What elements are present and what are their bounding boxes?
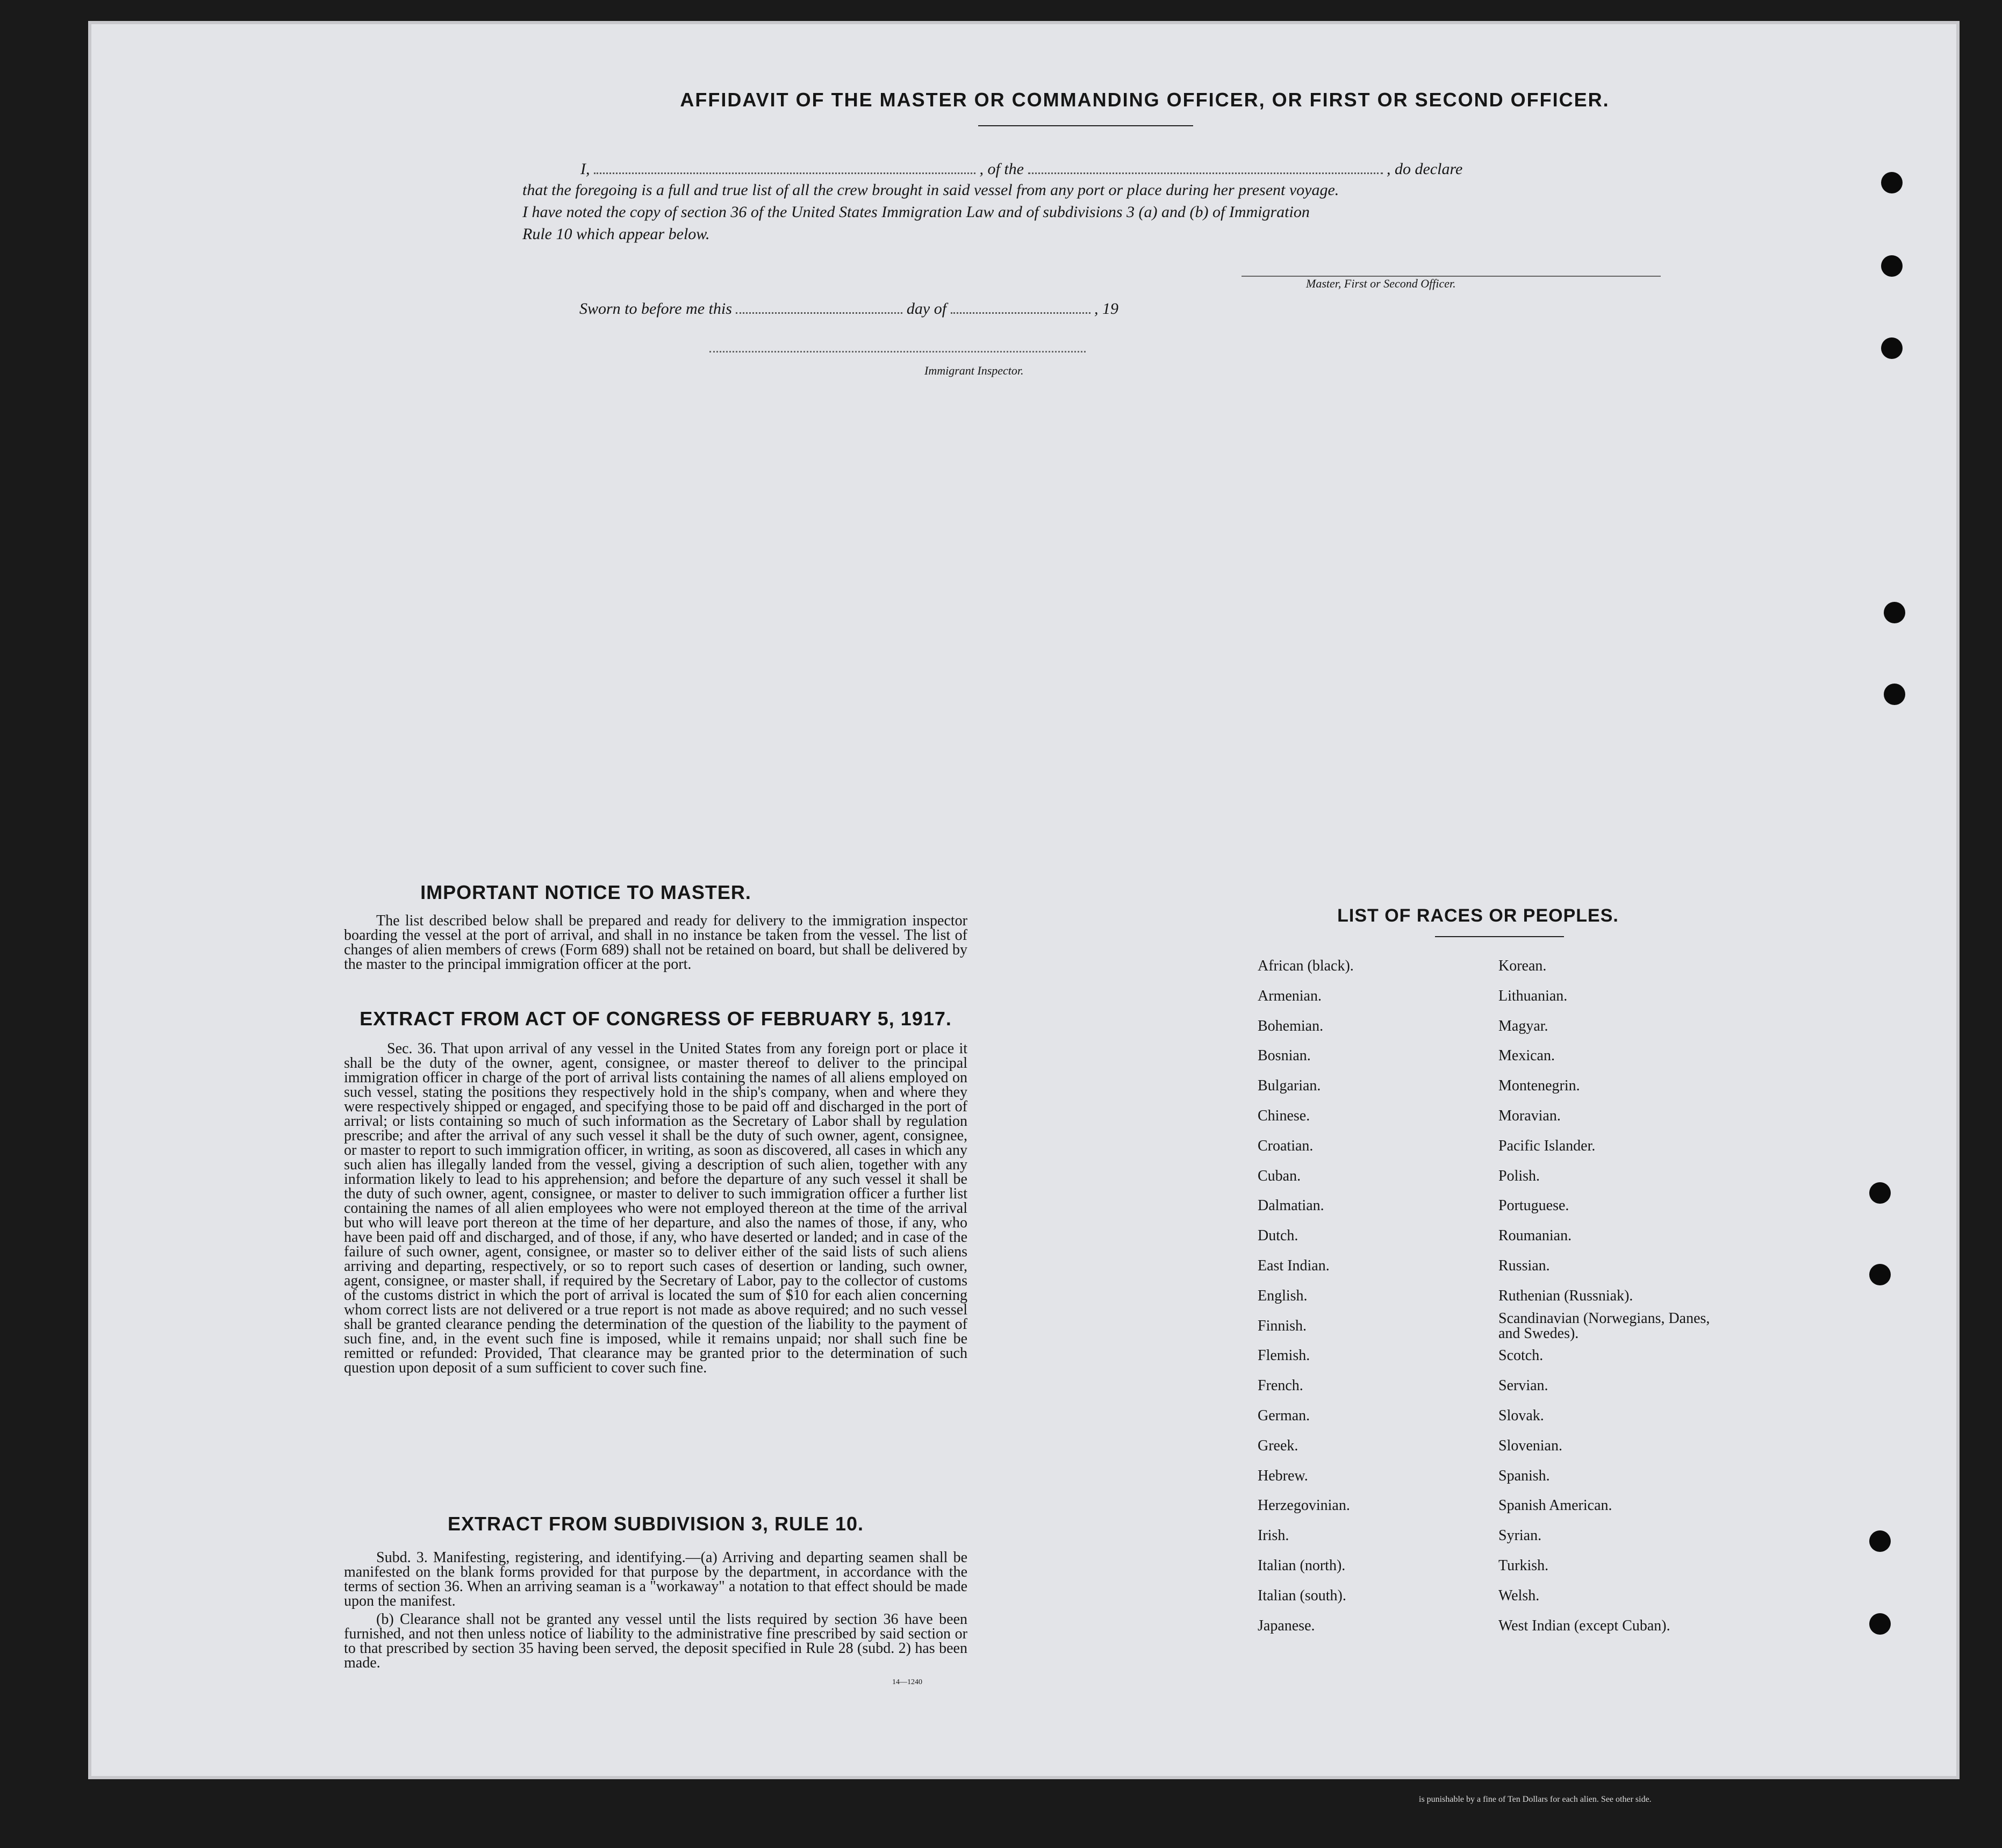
sworn-year: , 19 <box>1094 300 1119 318</box>
race-item: Polish. <box>1498 1167 1540 1184</box>
race-item: Croatian. <box>1258 1137 1314 1154</box>
race-item: Spanish American. <box>1498 1497 1612 1514</box>
inspector-signature-line <box>709 351 1086 353</box>
race-item: Korean. <box>1498 958 1547 974</box>
race-item: Slovenian. <box>1498 1437 1562 1454</box>
title-rule <box>978 125 1193 126</box>
race-item: Scotch. <box>1498 1347 1544 1364</box>
race-item: Servian. <box>1498 1377 1548 1394</box>
document-page <box>91 24 1956 1776</box>
race-item: French. <box>1258 1377 1303 1394</box>
races-column-2 <box>1498 951 1724 1641</box>
race-item: Herzegovinian. <box>1258 1497 1350 1514</box>
races-column-1 <box>1258 951 1483 1641</box>
race-item: Bohemian. <box>1258 1017 1324 1034</box>
race-item: Mexican. <box>1498 1047 1555 1065</box>
race-item: Roumanian. <box>1498 1227 1572 1245</box>
rule-heading: EXTRACT FROM SUBDIVISION 3, RULE 10. <box>447 1513 864 1535</box>
race-item: Greek. <box>1258 1437 1298 1454</box>
race-item: African (black). <box>1258 958 1354 974</box>
race-item: Welsh. <box>1498 1587 1540 1604</box>
races-heading: LIST OF RACES OR PEOPLES. <box>1337 905 1619 926</box>
vessel-blank <box>1028 159 1383 174</box>
notice-heading: IMPORTANT NOTICE TO MASTER. <box>420 881 751 903</box>
races-rule <box>1435 936 1564 937</box>
line1-declare: , do declare <box>1387 160 1463 178</box>
sworn-line <box>579 298 1118 318</box>
race-item: Dalmatian. <box>1258 1197 1324 1214</box>
race-item: Scandinavian (Norwegians, Danes, and Swedes). <box>1498 1310 1710 1342</box>
race-item: Cuban. <box>1258 1167 1301 1184</box>
race-item: English. <box>1258 1287 1308 1304</box>
race-item: Italian (south). <box>1258 1587 1346 1604</box>
race-item: Ruthenian (Russniak). <box>1498 1287 1633 1304</box>
master-label: Master, First or Second Officer. <box>1306 277 1456 290</box>
notice-body: The list described below shall be prepared and ready for delivery to the immigration inspector boarding the vessel at the port of arrival, and shall in no instance be taken from the vessel. The list of changes of alien members of crews (Form 689) shall not be retained on board, but shall be delivered by the master to the principal immigration officer at the port. <box>344 912 967 973</box>
affidavit-title: AFFIDAVIT OF THE MASTER OR COMMANDING OFFICER, OR FIRST OR SECOND OFFICER. <box>680 89 1610 111</box>
race-item: Montenegrin. <box>1498 1077 1580 1095</box>
race-item: Chinese. <box>1258 1107 1310 1124</box>
race-item: German. <box>1258 1407 1310 1424</box>
affidavit-line-2: that the foregoing is a full and true list of all the crew brought in said vessel from any port or place during her present voyage. <box>522 181 1339 199</box>
sworn-dayof: day of <box>906 300 947 318</box>
race-item: Portuguese. <box>1498 1197 1569 1214</box>
race-item: Moravian. <box>1498 1107 1561 1124</box>
day-blank <box>736 298 902 314</box>
race-item: Irish. <box>1258 1527 1289 1544</box>
race-item: Finnish. <box>1258 1317 1307 1334</box>
line1-of-the: , of the <box>979 160 1024 178</box>
race-item: Magyar. <box>1498 1017 1548 1034</box>
race-item: Slovak. <box>1498 1407 1544 1424</box>
race-item: Bosnian. <box>1258 1047 1311 1065</box>
race-item: Armenian. <box>1258 987 1322 1004</box>
sworn-prefix: Sworn to before me this <box>579 300 732 318</box>
race-item: Syrian. <box>1498 1527 1542 1544</box>
affidavit-line-1 <box>580 159 1462 178</box>
rule-body-a: Subd. 3. Manifesting, registering, and identifying.—(a) Arriving and departing seamen shall be manifested on the blank forms provided for that purpose by the department, in accordance with the terms of section 36. When an arriving seaman is a "workaway" a notation to that effect should be made upon the manifest. <box>344 1549 967 1609</box>
race-item: Dutch. <box>1258 1227 1298 1245</box>
line1-i-label: I, <box>580 160 590 178</box>
race-item: Pacific Islander. <box>1498 1137 1596 1154</box>
race-item: Japanese. <box>1258 1617 1315 1634</box>
race-item: Bulgarian. <box>1258 1077 1321 1095</box>
race-item: West Indian (except Cuban). <box>1498 1617 1670 1634</box>
race-item: Lithuanian. <box>1498 987 1568 1004</box>
race-item: Russian. <box>1498 1257 1550 1274</box>
race-item: Italian (north). <box>1258 1557 1346 1574</box>
bottom-note: is punishable by a fine of Ten Dollars for each alien. See other side. <box>1419 1795 1652 1804</box>
act-body: Sec. 36. That upon arrival of any vessel in the United States from any foreign port or place it shall be the duty of the owner, agent, consignee, or master thereof to deliver to the principal immigration officer in charge of the port of arrival lists containing the names of all aliens employed on such vessel, stating the positions they respectively hold in the ship's company, when and where they were respectively shipped or engaged, and specifying those to be paid off and discharged in the port of arrival; or lists containing so much of such information as the Secretary of Labor shall by regulation prescribe; and after the arrival of any such vessel it shall be the duty of such owner, agent, consignee, or master to report to such immigration officer, in writing, as soon as discovered, all cases in which any such alien has illegally landed from the vessel, giving a description of such alien, together with any information likely to lead to his apprehension; and before the departure of any such vessel it shall be the duty of such owner, agent, consignee, or master to deliver to such immigration officer a further list containing the names of all alien employees who were not employed thereon at the time of the arrival but who will leave port thereon at the time of her departure, and also the names of those, if any, who have been paid off and discharged, and of those, if any, who have deserted or landed; and in case of the failure of such owner, agent, consignee, or master so to deliver either of the said lists of such aliens arriving and departing, respectively, or so to report such cases of desertion or landing, such owner, agent, consignee, or master shall, if required by the Secretary of Labor, pay to the collector of customs of the customs district in which the port of arrival is located the sum of $10 for each alien concerning whom correct lists are not delivered or a true report is not made as above required; and no such vessel shall be granted clearance pending the determination of the question of the liability to the payment of such fine, and, in the event such fine is imposed, while it remains unpaid; nor shall such fine be remitted or refunded: Provided, That clearance may be granted prior to the determination of such question upon deposit of a sum sufficient to cover such fine. <box>344 1040 967 1376</box>
race-item: East Indian. <box>1258 1257 1330 1274</box>
rule-body-b: (b) Clearance shall not be granted any vessel until the lists required by section 36 have been furnished, and not then unless notice of liability to the administrative fine prescribed by said section or to that prescribed by section 35 having been served, the deposit specified in Rule 28 (subd. 2) has been made. <box>344 1611 967 1671</box>
form-number: 14—1240 <box>892 1678 922 1686</box>
race-item: Spanish. <box>1498 1467 1550 1484</box>
race-item: Flemish. <box>1258 1347 1310 1364</box>
name-blank <box>594 159 975 174</box>
inspector-label: Immigrant Inspector. <box>924 364 1024 377</box>
affidavit-line-4: Rule 10 which appear below. <box>522 225 710 243</box>
month-blank <box>951 298 1090 314</box>
race-item: Hebrew. <box>1258 1467 1308 1484</box>
race-item: Turkish. <box>1498 1557 1549 1574</box>
affidavit-line-3: I have noted the copy of section 36 of the United States Immigration Law and of subdivisions 3 (a) and (b) of Immigration <box>522 203 1310 221</box>
act-heading: EXTRACT FROM ACT OF CONGRESS OF FEBRUARY 5, 1917. <box>360 1008 952 1030</box>
